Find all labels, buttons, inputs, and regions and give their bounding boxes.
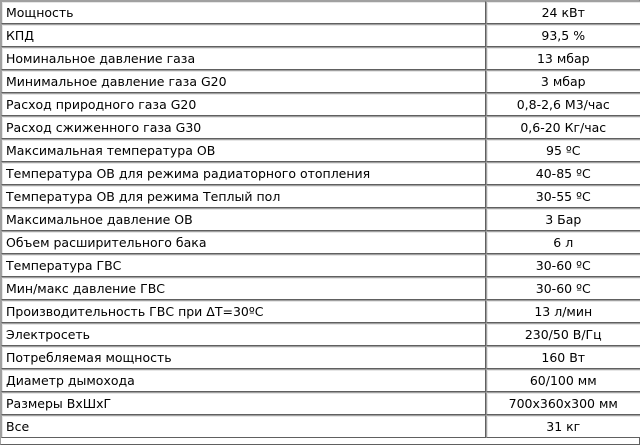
table-row <box>1 300 640 323</box>
table-row <box>1 369 640 392</box>
spec-parameter-cell: Все <box>1 415 486 438</box>
spec-parameter-cell: Размеры ВхШхГ <box>1 392 486 415</box>
table-row <box>1 208 640 231</box>
spec-value-cell: 160 Вт <box>486 346 640 369</box>
spec-parameter-cell: Температура ОВ для режима радиаторного отопления <box>1 162 486 185</box>
spec-value-cell: 31 кг <box>486 415 640 438</box>
spec-value-cell: 30-60 ºС <box>486 254 640 277</box>
spec-value-cell: 6 л <box>486 231 640 254</box>
spec-value-cell: 24 кВт <box>486 1 640 24</box>
spec-parameter-cell: Расход сжиженного газа G30 <box>1 116 486 139</box>
spec-value-cell: 3 мбар <box>486 70 640 93</box>
table-row <box>1 231 640 254</box>
spec-parameter-cell: Производительность ГВС при ΔТ=30ºС <box>1 300 486 323</box>
spec-parameter-cell: Температура ОВ для режима Теплый пол <box>1 185 486 208</box>
spec-value-cell: 700х360х300 мм <box>486 392 640 415</box>
table-row <box>1 323 640 346</box>
spec-parameter-cell: Электросеть <box>1 323 486 346</box>
spec-parameter-cell: Расход природного газа G20 <box>1 93 486 116</box>
table-row <box>1 185 640 208</box>
table-row <box>1 162 640 185</box>
spec-value-cell: 0,8-2,6 М3/час <box>486 93 640 116</box>
table-row <box>1 47 640 70</box>
table-row <box>1 392 640 415</box>
table-row <box>1 254 640 277</box>
table-row <box>1 346 640 369</box>
spec-value-cell: 230/50 В/Гц <box>486 323 640 346</box>
spec-parameter-cell: КПД <box>1 24 486 47</box>
table-row <box>1 24 640 47</box>
table-row <box>1 116 640 139</box>
spec-parameter-cell: Мин/макс давление ГВС <box>1 277 486 300</box>
spec-value-cell: 93,5 % <box>486 24 640 47</box>
spec-value-cell: 60/100 мм <box>486 369 640 392</box>
spec-value-cell: 0,6-20 Кг/час <box>486 116 640 139</box>
table-row <box>1 70 640 93</box>
spec-value-cell: 13 мбар <box>486 47 640 70</box>
spec-value-cell: 95 ºС <box>486 139 640 162</box>
spec-parameter-cell: Максимальная температура ОВ <box>1 139 486 162</box>
spec-value-cell: 30-60 ºС <box>486 277 640 300</box>
table-row <box>1 139 640 162</box>
spec-parameter-cell: Минимальное давление газа G20 <box>1 70 486 93</box>
spec-parameter-cell: Объем расширительного бака <box>1 231 486 254</box>
spec-value-cell: 40-85 ºС <box>486 162 640 185</box>
table-row <box>1 93 640 116</box>
spec-parameter-cell: Диаметр дымохода <box>1 369 486 392</box>
spec-parameter-cell: Мощность <box>1 1 486 24</box>
spec-value-cell: 3 Бар <box>486 208 640 231</box>
spec-value-cell: 13 л/мин <box>486 300 640 323</box>
spec-parameter-cell: Максимальное давление ОВ <box>1 208 486 231</box>
spec-parameter-cell: Температура ГВС <box>1 254 486 277</box>
table-row <box>1 277 640 300</box>
specs-table <box>1 1 640 438</box>
specs-table-body <box>1 1 640 438</box>
spec-parameter-cell: Потребляемая мощность <box>1 346 486 369</box>
table-row <box>1 415 640 438</box>
table-row <box>1 1 640 24</box>
spec-parameter-cell: Номинальное давление газа <box>1 47 486 70</box>
spec-value-cell: 30-55 ºС <box>486 185 640 208</box>
